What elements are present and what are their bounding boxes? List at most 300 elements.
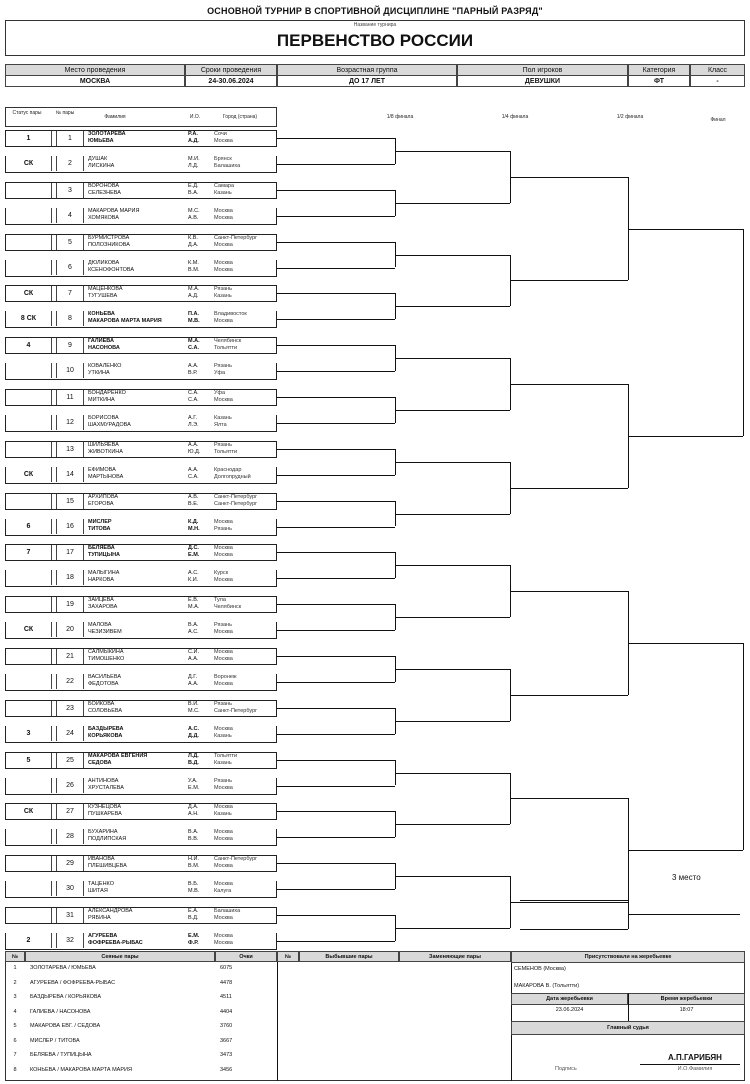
player-1-surname: АГУРЕЕВА [88,932,118,939]
player-1-surname: АРХИПОВА [88,493,119,500]
pair-status [6,415,52,430]
semifinal-header: 1/2 финала [616,114,644,120]
bracket-line [277,397,395,398]
player-1-surname: БЕЛЯЕВА [88,545,115,552]
pair-status [6,856,52,871]
player-1-city: Курск [214,570,229,577]
seeded-row-num: 5 [13,1023,17,1029]
player-1-surname: МАКАРОВА МАРИЯ [88,207,140,214]
seeded-row-num: 2 [13,979,17,986]
bracket-line [510,902,628,903]
player-2-city: Тольятти [214,448,238,455]
pair-status: 5 [6,753,52,768]
pair-row [5,570,277,587]
bracket-line [277,656,395,657]
pair-number: 28 [56,829,84,844]
player-2-city: Санкт-Петербург [214,500,258,507]
seeded-row-points: 4511 [220,994,232,1000]
player-1-surname: АНТИНОВА [88,777,119,784]
seeded-row-name: МАКАРОВА ЕВГ. / СЕДОВА [30,1023,101,1029]
player-1-initials: Д.Г. [188,673,198,680]
pair-status: 4 [6,338,52,353]
pair-number: 15 [56,494,84,509]
player-2-surname: ШИТАЯ [88,888,108,895]
draw-time-head: Время жеребьевки [628,993,745,1005]
pair-number: 20 [56,622,84,637]
player-1-surname: БУРМИСТРОВА [88,234,130,241]
bracket-line [395,255,510,256]
player-1-surname: МАКАРОВА ЕВГЕНИЯ [88,752,148,759]
player-1-surname: ШИЛЬЯЕВА [88,441,119,448]
player-1-city: Рязань [214,622,232,629]
player-1-initials: С.И. [188,649,199,655]
player-1-city: Москва [214,545,233,552]
player-1-initials: Е.Д. [188,182,199,189]
player-2-surname: ФЕДОТОВА [88,680,119,687]
player-1-surname: ТАЦЕНКО [88,881,114,888]
bracket-line [277,811,395,812]
pair-status [6,908,52,923]
player-2-initials: М.В. [188,888,200,895]
player-2-surname: СОЛОВЬЕВА [88,707,123,714]
player-2-city: Москва [214,784,233,791]
seeded-row-num: 1 [13,965,17,971]
player-2-city: Казань [214,189,232,196]
pair-row [5,933,277,950]
player-1-surname: ГАЛИЕВА [88,338,114,345]
player-1-city: Балашиха [214,908,241,914]
player-1-surname: ВАСИЛЬЕВА [88,673,121,680]
tournament-name-label: Название турнира [353,22,397,28]
player-1-initials: А.А. [188,466,199,473]
pair-number: 6 [56,260,84,275]
player-2-city: Москва [214,138,233,144]
pair-row [5,519,277,536]
player-1-initials: А.С. [188,570,199,577]
seeded-row-num: 7 [13,1052,17,1058]
pair-number: 13 [56,442,84,457]
bracket-line [277,501,395,502]
seeded-row-points: 6075 [220,965,233,971]
player-1-initials: Д.А. [188,804,199,811]
player-1-city: Воронеж [214,673,237,680]
player-2-surname: ТУГУШЕВА [88,293,118,300]
seeded-row-points: 3473 [220,1052,233,1058]
bracket-line [395,514,510,515]
player-2-surname: ПЛЕШИВЦЕВА [88,863,127,870]
player-2-initials: М.Н. [188,525,200,532]
player-1-surname: МАЛЫГИНА [88,570,120,577]
final-header: Финал [710,117,726,123]
pair-number: 16 [56,519,84,534]
player-2-city: Москва [214,836,233,843]
bracket-line [277,786,395,787]
player-1-city: Санкт-Петербург [214,234,258,241]
player-2-city: Балашиха [214,162,241,169]
pair-row [5,285,277,302]
replaced-num-head: № [277,951,299,962]
pair-number: 1 [56,131,84,146]
player-1-city: Казань [214,414,232,421]
pair-row [5,493,277,510]
seeded-pairs-head: Сеяные пары [25,951,215,962]
bracket-line [395,565,510,566]
bracket-line [628,850,743,851]
bracket-line [395,358,510,359]
info-head-cell: Класс [690,64,745,76]
player-1-surname: ВОРОНОВА [88,182,119,189]
draw-person: СЕМЕНОВ (Москва) [514,966,566,972]
pair-row [5,700,277,717]
player-1-city: Рязань [214,700,232,707]
signature-line [640,1064,740,1065]
bracket-line [395,410,510,411]
player-1-city: Москва [214,881,233,888]
bracket-line [628,436,743,437]
player-2-initials: К.И. [188,577,199,584]
pair-row [5,855,277,872]
pair-number: 3 [56,183,84,198]
player-2-surname: ТИМОШЕНКО [88,656,125,662]
seeded-row-points: 3667 [220,1037,233,1044]
seeded-row-num: 6 [13,1037,17,1044]
bracket-line [277,630,395,631]
bracket-line [395,617,510,618]
player-2-city: Рязань [214,525,232,532]
city-header: Город (страна) [222,114,258,120]
player-2-surname: ТИТОВА [88,525,111,532]
bracket-line [277,941,395,942]
pair-row [5,467,277,484]
judge-name: А.П.ГАРИБЯН [668,1053,722,1062]
info-value-cell: - [690,75,745,87]
player-2-city: Москва [214,915,233,921]
bracket-line [277,475,395,476]
player-2-city: Москва [214,214,233,221]
bracket-line [277,345,395,346]
replaced-out-head: Выбывшие пары [299,951,399,962]
player-1-surname: ИВАНОВА [88,856,115,863]
player-2-initials: В.Р. [188,370,198,377]
pair-status: СК [6,804,52,819]
player-2-initials: С.А. [188,397,199,403]
bracket-line [277,371,395,372]
sign-label: Подпись [555,1066,577,1072]
pair-number: 30 [56,881,84,896]
bracket-line [277,319,395,320]
player-1-initials: М.И. [188,155,200,162]
player-2-surname: СЕДОВА [88,759,112,766]
player-2-city: Уфа [214,370,226,377]
pair-status [6,235,52,250]
pair-row [5,596,277,613]
player-1-initials: Л.Д. [188,752,199,759]
player-2-city: Ялта [214,421,227,428]
pair-status: 7 [6,545,52,560]
player-1-initials: Е.А. [188,908,199,914]
player-1-initials: А.В. [188,493,199,500]
bracket-line [277,449,395,450]
player-1-city: Москва [214,932,233,939]
player-1-initials: К.М. [188,259,199,266]
player-1-initials: У.А. [188,777,198,784]
info-value-cell: ДО 17 ЛЕТ [277,75,457,87]
surname-header: Фамилия [104,114,126,120]
player-2-initials: М.С. [188,707,200,714]
player-1-initials: М.А. [188,286,200,293]
pair-status: 1 [6,131,52,146]
player-1-initials: К.В. [188,234,198,241]
bracket-line [277,216,395,217]
pair-row [5,441,277,458]
pair-number: 11 [56,390,84,405]
player-1-initials: В.И. [188,700,199,707]
pair-number: 27 [56,804,84,819]
pair-row [5,829,277,846]
player-1-initials: М.А. [188,338,200,345]
player-1-surname: БОРИСОВА [88,414,119,421]
pair-status: 8 СК [6,311,52,326]
pair-status: 3 [6,726,52,741]
player-1-initials: Е.В. [188,597,199,604]
player-1-city: Самара [214,182,235,189]
player-1-surname: БУХАРИНА [88,829,118,836]
player-2-surname: ХРУСТАЛЕВА [88,784,124,791]
player-2-city: Тольятти [214,345,238,352]
player-2-initials: В.Д. [188,759,199,766]
player-1-surname: ЗАЙЦЕВА [88,597,114,604]
bracket-line [277,164,395,165]
bracket-line [510,384,628,385]
player-2-initials: В.Е. [188,500,199,507]
draw-date: 23.06.2024 [555,1007,584,1013]
player-2-initials: В.М. [188,266,200,273]
player-1-initials: К.Д. [188,518,199,525]
player-2-initials: А.В. [188,214,199,221]
bracket-line [743,643,744,850]
player-1-surname: ДУШАК [88,155,108,162]
player-2-city: Казань [214,759,232,766]
seeded-row-points: 4478 [220,979,233,986]
bracket-line [277,527,395,528]
pair-row [5,778,277,795]
pair-number: 32 [56,933,84,948]
seeded-row-name: КОНЬЕВА / МАКАРОВА МАРТА МАРИЯ [30,1066,132,1073]
bracket-line [743,229,744,436]
seeded-row-num: 4 [13,1008,17,1015]
player-1-city: Москва [214,649,233,655]
pair-number: 19 [56,597,84,612]
bracket-line [510,695,628,696]
judge-head: Главный судья [511,1021,745,1035]
player-2-city: Санкт-Петербург [214,707,258,714]
pair-row [5,674,277,691]
bracket-line [277,604,395,605]
pair-status [6,183,52,198]
pair-number: 29 [56,856,84,871]
player-1-city: Брянск [214,155,232,162]
player-2-initials: Д.Д. [188,732,199,739]
pair-row [5,234,277,251]
player-1-initials: Д.С. [188,545,199,552]
bracket-line [277,915,395,916]
player-2-initials: М.В. [188,318,200,325]
info-value-cell: 24-30.06.2024 [185,75,277,87]
player-2-city: Казань [214,732,232,739]
player-2-surname: КОРЬЯКОВА [88,732,123,739]
bracket-line [277,578,395,579]
player-1-surname: МАЦЕНКОВА [88,286,123,293]
player-2-surname: НАСОНОВА [88,345,120,352]
pair-number: 31 [56,908,84,923]
player-2-initials: Л.Д. [188,162,199,169]
player-1-initials: А.Г. [188,414,198,421]
player-2-initials: С.А. [188,473,199,480]
header-tournament-line: ОСНОВНОЙ ТУРНИР В СПОРТИВНОЙ ДИСЦИПЛИНЕ "ПАРНЫЙ РАЗРЯД" [207,6,543,16]
player-2-surname: НАРКОВА [88,577,114,584]
player-2-initials: В.М. [188,863,200,870]
player-2-city: Москва [214,266,233,273]
pair-row [5,544,277,561]
bracket-line [395,721,510,722]
player-1-city: Москва [214,725,233,732]
info-value-cell: ДЕВУШКИ [457,75,628,87]
pair-status [6,494,52,509]
player-1-initials: М.С. [188,207,200,214]
bracket-line [510,488,628,489]
pair-row [5,389,277,406]
player-1-initials: В.А. [188,622,199,629]
draw-person: МАКАРОВА В. (Тольятти) [514,983,580,989]
player-2-city: Москва [214,318,233,325]
player-2-surname: УТКИНА [88,370,110,377]
pair-number: 22 [56,674,84,689]
player-1-city: Москва [214,829,233,836]
player-2-city: Москва [214,629,233,636]
player-1-city: Челябинск [214,338,242,345]
player-1-surname: БАЗДЫРЕВА [88,725,124,732]
draw-time: 18:07 [679,1007,694,1013]
player-2-surname: ТУПИЦЫНА [88,552,121,559]
seeded-points-head: Очки [215,951,277,962]
player-1-initials: П.А. [188,311,199,318]
bracket-line [395,203,510,204]
bracket-line [277,242,395,243]
status-header: Статус пары [12,110,42,116]
bracket-line [277,708,395,709]
number-header: № пары [55,110,75,116]
pair-number: 2 [56,156,84,171]
initials-header: И.О. [189,114,201,120]
player-1-initials: Н.И. [188,856,199,863]
pair-status: СК [6,467,52,482]
pair-number: 24 [56,726,84,741]
pair-row [5,648,277,665]
page-title: ПЕРВЕНСТВО РОССИИ [276,31,474,50]
pair-row [5,208,277,225]
player-2-surname: ПУШКАРЕВА [88,811,122,818]
pair-row [5,881,277,898]
seeded-row-points: 3760 [220,1023,233,1029]
bracket-line [277,760,395,761]
player-1-initials: С.А. [188,390,199,396]
player-2-initials: А.С. [188,629,199,636]
player-1-initials: А.А. [188,363,199,370]
seeded-num-head: № [5,951,25,962]
bracket-line [395,824,510,825]
pair-row [5,752,277,769]
player-2-initials: А.Д. [188,138,199,144]
player-1-city: Рязань [214,777,232,784]
bracket-line [628,643,743,644]
player-2-initials: Е.М. [188,552,200,559]
player-1-city: Владивосток [214,311,247,318]
player-2-initials: М.А. [188,604,200,611]
player-2-surname: СЕЛЕЗНЕВА [88,189,121,196]
player-1-surname: ЕФИМОВА [88,466,116,473]
player-1-surname: БОЙКОВА [88,700,115,707]
bracket-line [277,268,395,269]
bracket-line [277,138,395,139]
pair-number: 4 [56,208,84,223]
bottom-divider [628,993,629,1021]
bracket-line [510,280,628,281]
player-2-city: Челябинск [214,604,242,611]
pair-row [5,130,277,147]
player-2-initials: В.В. [188,836,199,843]
player-1-city: Рязань [214,441,232,448]
player-1-initials: Е.М. [188,932,200,939]
seeded-row-num: 8 [13,1066,17,1073]
round-8-header: 1/4 финала [501,114,529,120]
pair-row [5,182,277,199]
seeded-row-name: БЕЛЯЕВА / ТУПИЦЫНА [30,1052,92,1058]
player-1-city: Санкт-Петербург [214,856,258,863]
pair-number: 17 [56,545,84,560]
player-1-city: Москва [214,207,233,214]
pair-row [5,156,277,173]
pair-status [6,701,52,716]
player-2-surname: ХОМЯКОВА [88,214,119,221]
bracket-line [520,929,628,930]
player-1-surname: МИСЛЕР [88,518,112,525]
player-2-surname: ЕГОРОВА [88,500,114,507]
pair-status [6,260,52,275]
bracket-line [277,734,395,735]
pair-row [5,622,277,639]
pair-number: 26 [56,778,84,793]
player-2-city: Москва [214,552,233,559]
bracket-line [277,837,395,838]
pair-status [6,208,52,223]
player-2-city: Москва [214,863,233,870]
pair-status [6,570,52,585]
player-2-surname: ЧЕЗИЗИВЕМ [88,629,122,636]
bracket-line [395,306,510,307]
player-1-surname: КОВАЛЕНКО [88,363,122,370]
pair-row [5,415,277,432]
player-1-surname: ЗОЛОТАРЕВА [88,131,126,137]
pair-row [5,907,277,924]
bracket-line [510,798,628,799]
pair-row [5,311,277,328]
player-2-city: Москва [214,397,233,403]
round-16-header: 1/8 финала [386,114,414,120]
pair-status: СК [6,622,52,637]
player-2-initials: В.Д. [188,915,199,921]
bracket-line [395,928,510,929]
pair-number: 8 [56,311,84,326]
